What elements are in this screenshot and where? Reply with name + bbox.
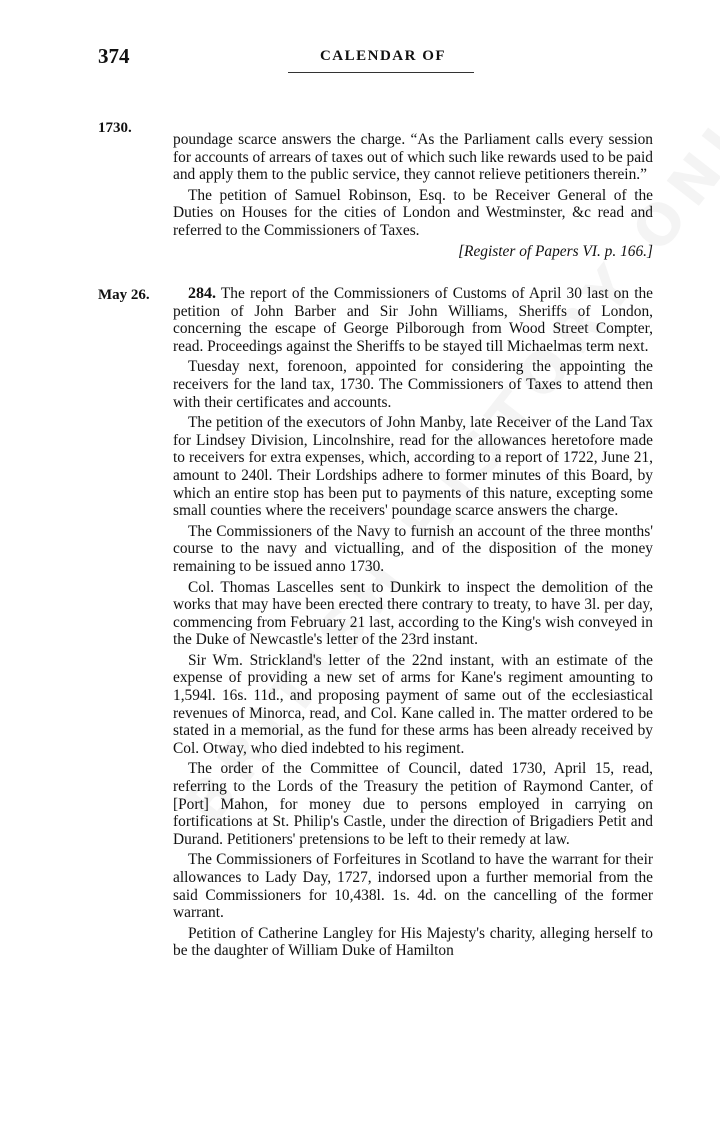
paragraph: The Commissioners of the Navy to furnish an account of the three months' course to the navy and victualling, and of the disposition of the money remaining to be issued anno 1730. [173, 522, 653, 575]
citation: [Register of Papers VI. p. 166.] [458, 242, 653, 260]
margin-year: 1730. [98, 120, 132, 136]
paragraph: The Commissioners of Forfeitures in Scotland to have the warrant for their allowances to Lady Day, 1727, indorsed upon a further memorial from the said Commissioners for 10,438l. 1s. 4d. on the cancelling of the former warrant. [173, 851, 653, 922]
entry-number: 284. [188, 285, 216, 302]
page-number: 374 [98, 44, 130, 68]
paragraph: poundage scarce answers the charge. “As the Parliament calls every session for accounts of arrears of taxes out of which such like rewards used to be paid and apply them to the public service, they cannot relieve petitioners therein.” [173, 131, 653, 184]
paragraph: Col. Thomas Lascelles sent to Dunkirk to inspect the demolition of the works that may have been erected there contrary to treaty, to have 3l. per day, commencing from February 21 last, according to the King's wish conveyed in the Duke of Newcastle's letter of the 23rd instant. [173, 578, 653, 649]
entry-text: The report of the Commissioners of Customs of April 30 last on the petition of John Barber and Sir John Williams, Sheriffs of London, concerning the escape of George Pilborough from Wood Street Compter, read. Proceedings against the Sheriffs to be stayed till Michaelmas term next. [173, 285, 653, 355]
paragraph: Sir Wm. Strickland's letter of the 22nd instant, with an estimate of the expense of providing a new set of arms for Kane's regiment amounting to 1,594l. 16s. 11d., and proposing payment of same out of the ecclesiastical revenues of Minorca, read, and Col. Kane called in. The matter ordered to be stated in a memorial, as the fund for these arms has been already received by Col. Otway, who died indebted to his regiment. [173, 651, 653, 757]
margin-date: May 26. [98, 287, 150, 303]
paragraph: Petition of Catherine Langley for His Majesty's charity, alleging herself to be the daughter of William Duke of Hamilton [173, 924, 653, 960]
paragraph: The petition of the executors of John Manby, late Receiver of the Land Tax for Lindsey Division, Lincolnshire, read for the allowances heretofore made to receivers for extra expenses, which, according to a report of 1722, June 21, amount to 240l. Their Lordships adhere to former minutes of this Board, by which an entire stop has been put to payments of this nature, excepting some small counties where the receivers' poundage scarce answers the charge. [173, 414, 653, 520]
paragraph: The order of the Committee of Council, dated 1730, April 15, read, referring to the Lords of the Treasury the petition of Raymond Canter, of [Port] Mahon, for money due to persons employed in carrying on fortifications at St. Philip's Castle, under the direction of Brigadiers Petit and Durand. Petitioners' pretensions to be left to their remedy at law. [173, 760, 653, 848]
entry-284 [173, 285, 653, 963]
paragraph: The petition of Samuel Robinson, Esq. to be Receiver General of the Duties on Houses for the cities of London and Westminster, &c read and referred to the Commissioners of Taxes. [173, 186, 653, 239]
entry-paragraph [173, 285, 653, 355]
running-head: CALENDAR OF [319, 48, 447, 64]
header-rule [288, 72, 474, 73]
continuation-block [173, 131, 653, 263]
paragraph: Tuesday next, forenoon, appointed for considering the appointing the receivers for the land tax, 1730. The Commissioners of Taxes to attend then with their certificates and accounts. [173, 358, 653, 411]
